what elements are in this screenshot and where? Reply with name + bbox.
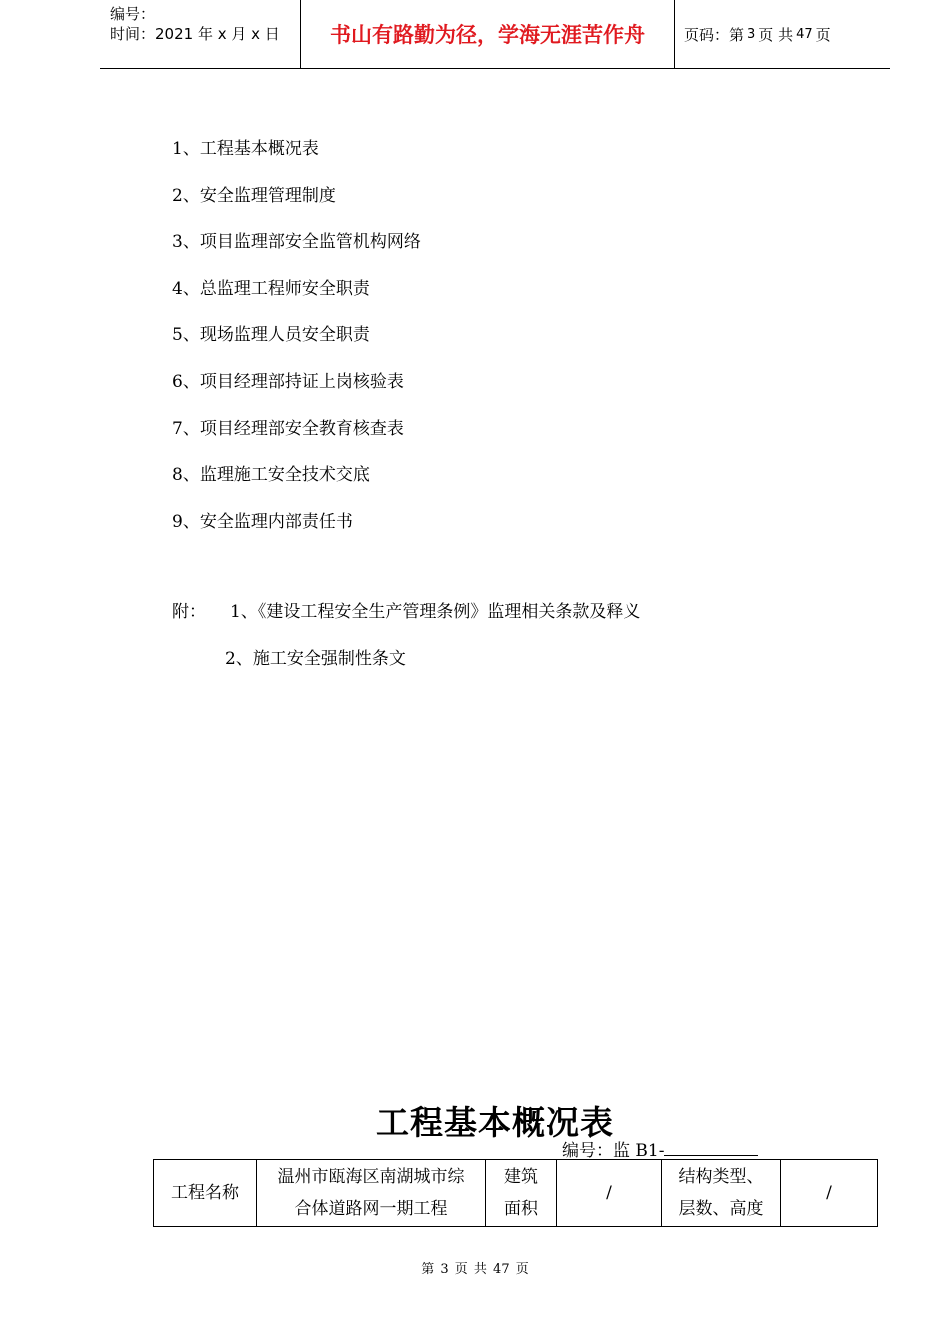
- structure-label-line-2: 层数、高度: [678, 1199, 764, 1219]
- page-total: 47: [796, 26, 813, 42]
- appendix-item-1: 1、《建设工程安全生产管理条例》监理相关条款及释义: [230, 602, 641, 622]
- header-time: 时间：2021 年 x 月 x 日: [110, 25, 280, 43]
- form-code-label: 编号：监 B1-: [562, 1141, 665, 1161]
- toc-item: 9、安全监理内部责任书: [172, 511, 353, 532]
- appendix-label: 附：: [172, 602, 206, 622]
- area-label: [486, 1160, 557, 1227]
- table-row: [154, 1160, 878, 1227]
- page-number: 3: [747, 26, 756, 42]
- toc-item: 8、监理施工安全技术交底: [172, 465, 370, 486]
- appendix-item-2: 2、施工安全强制性条文: [225, 649, 406, 669]
- page-footer: 第 3 页 共 47 页: [421, 1262, 529, 1277]
- toc-item: 1、工程基本概况表: [172, 139, 319, 159]
- toc-item: 7、项目经理部安全教育核查表: [172, 418, 404, 439]
- toc-item: 6、项目经理部持证上岗核验表: [172, 371, 404, 392]
- table-of-contents: [172, 137, 421, 556]
- form-code-blank: [664, 1139, 758, 1156]
- page-prefix: 页码：第: [684, 25, 745, 44]
- project-name-line-1: 温州市瓯海区南湖城市综: [277, 1167, 465, 1187]
- area-label-line-2: 面积: [504, 1199, 538, 1219]
- page-header: [100, 0, 890, 69]
- appendix-line-1: [172, 600, 640, 624]
- structure-label-line-1: 结构类型、: [678, 1167, 764, 1187]
- area-value: /: [557, 1160, 662, 1227]
- header-divider-right: [674, 0, 675, 68]
- project-name-value: [257, 1160, 486, 1227]
- toc-item: 2、安全监理管理制度: [172, 185, 336, 206]
- toc-item: 5、现场监理人员安全职责: [172, 325, 370, 346]
- header-page-info: [684, 0, 831, 68]
- project-info-table: [153, 1159, 878, 1227]
- structure-value: /: [781, 1160, 878, 1227]
- header-motto: 书山有路勤为径，学海无涯苦作舟: [330, 22, 645, 47]
- form-title: 工程基本概况表: [376, 1103, 614, 1142]
- area-label-line-1: 建筑: [504, 1167, 538, 1187]
- page-mid: 页 共: [758, 25, 794, 44]
- header-meta: [110, 4, 300, 44]
- header-code-label: 编号：: [110, 5, 156, 23]
- page-suffix: 页: [815, 25, 831, 44]
- toc-item: 4、总监理工程师安全职责: [172, 278, 370, 299]
- structure-label: [662, 1160, 781, 1227]
- project-name-line-2: 合体道路网一期工程: [294, 1199, 448, 1219]
- project-name-label: 工程名称: [154, 1160, 257, 1227]
- toc-item: 3、项目监理部安全监管机构网络: [172, 232, 421, 253]
- form-code: [562, 1136, 758, 1161]
